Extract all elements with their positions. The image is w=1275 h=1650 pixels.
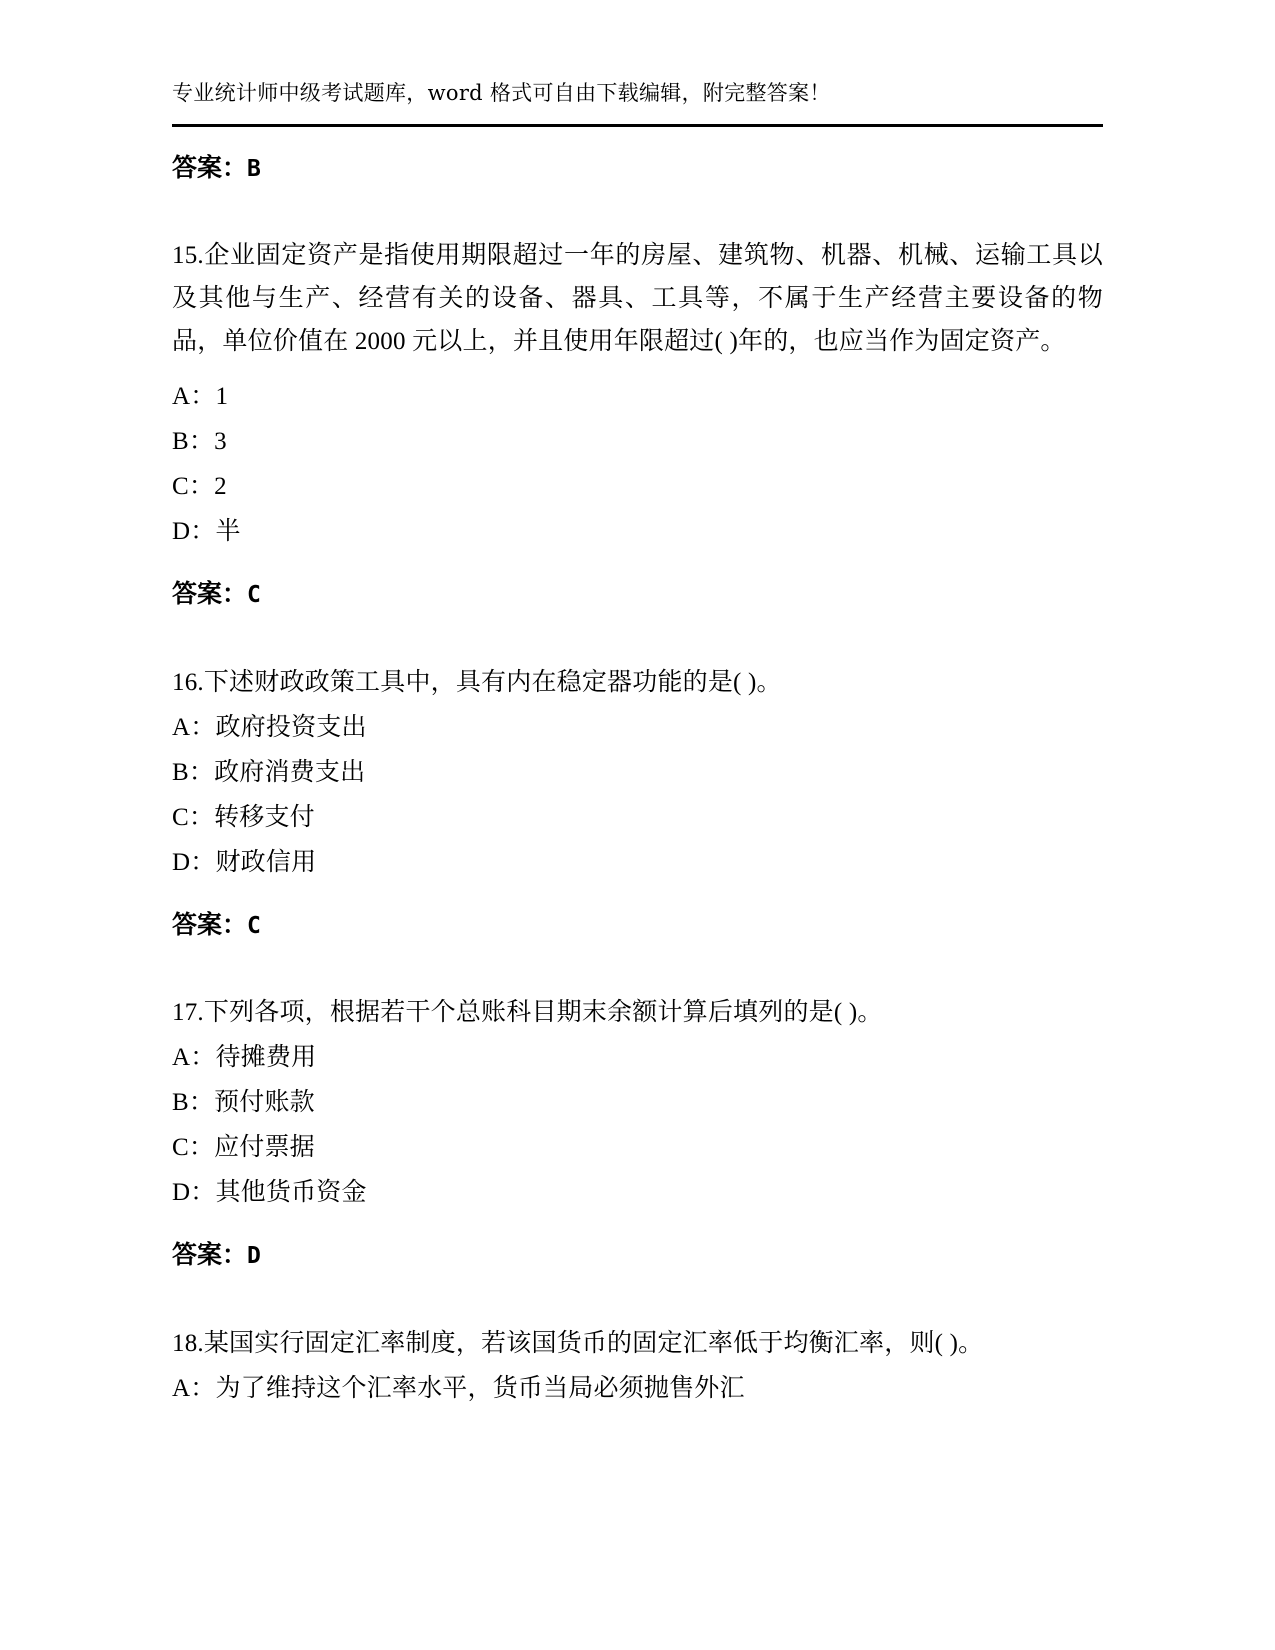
question-stem-text: 下述财政政策工具中，具有内在稳定器功能的是( )。: [203, 668, 782, 696]
question-stem-text: 企业固定资产是指使用期限超过一年的房屋、建筑物、机器、机械、运输工具以及其他与生产、经营有关的设备、器具、工具等，不属于生产经营主要设备的物品，单位价值在 2000 元以上，并且使用年限超过( )年的，也应当作为固定资产。: [172, 242, 1103, 355]
answer-value: C: [247, 912, 261, 939]
option-text: 为了维持这个汇率水平，货币当局必须抛售外汇: [215, 1374, 745, 1402]
question-stem: [172, 661, 1103, 704]
question-stem-text: 下列各项，根据若干个总账科目期末余额计算后填列的是( )。: [203, 999, 883, 1026]
option-item: [172, 420, 1103, 463]
option-text: 预付账款: [214, 1089, 315, 1116]
option-label: A：: [172, 713, 216, 741]
answer-line: [172, 1236, 1103, 1274]
question-block: [172, 991, 1103, 1274]
option-text: 1: [215, 383, 229, 410]
answer-line-top: [172, 149, 1103, 187]
question-stem: [172, 1322, 1103, 1365]
option-item: [172, 1171, 1103, 1214]
option-text: 其他货币资金: [215, 1179, 367, 1206]
question-stem: [172, 991, 1103, 1034]
option-label: C：: [172, 1134, 215, 1161]
option-label: A：: [172, 1044, 216, 1071]
option-item: [172, 1126, 1103, 1169]
option-item: [172, 1036, 1103, 1079]
option-text: 应付票据: [214, 1134, 315, 1161]
answer-label: 答案：: [172, 909, 248, 939]
question-stem-text: 某国实行固定汇率制度，若该国货币的固定汇率低于均衡汇率，则( )。: [203, 1329, 984, 1357]
question-number: 17.: [172, 999, 204, 1026]
option-item: [172, 706, 1103, 749]
answer-line: [172, 906, 1103, 944]
option-label: D：: [172, 848, 216, 876]
option-item: [172, 751, 1103, 794]
option-text: 转移支付: [214, 803, 315, 831]
question-stem: [172, 234, 1103, 363]
option-item: [172, 796, 1103, 839]
answer-line: [172, 575, 1103, 613]
option-item: [172, 510, 1103, 553]
header-divider: [172, 124, 1103, 127]
option-text: 政府投资支出: [215, 713, 367, 741]
answer-value: B: [247, 155, 261, 182]
question-number: 15.: [172, 242, 204, 269]
answer-value: D: [247, 1243, 261, 1269]
option-text: 财政信用: [215, 848, 317, 876]
page-header-banner: 专业统计师中级考试题库，word 格式可自由下载编辑，附完整答案！: [172, 81, 831, 105]
option-text: 半: [215, 518, 241, 545]
question-block: [172, 661, 1103, 944]
option-label: D：: [172, 518, 216, 545]
option-label: C：: [172, 803, 215, 831]
answer-label: 答案：: [172, 152, 248, 182]
option-label: B：: [172, 1089, 215, 1116]
question-number: 16.: [172, 668, 204, 696]
option-item: [172, 375, 1103, 418]
option-text: 3: [214, 428, 227, 455]
option-item: [172, 465, 1103, 508]
option-label: A：: [172, 1374, 216, 1402]
answer-value: C: [247, 582, 261, 608]
option-text: 待摊费用: [215, 1044, 317, 1071]
option-text: 政府消费支出: [214, 758, 366, 786]
option-item: [172, 841, 1103, 884]
question-block: [172, 234, 1103, 613]
option-label: C：: [172, 473, 215, 500]
option-label: B：: [172, 428, 215, 455]
answer-label: 答案：: [172, 1240, 248, 1269]
option-label: D：: [172, 1179, 216, 1206]
question-block: [172, 1322, 1103, 1410]
question-number: 18.: [172, 1329, 204, 1357]
option-label: B：: [172, 758, 215, 786]
option-text: 2: [214, 473, 227, 500]
option-item: [172, 1081, 1103, 1124]
option-label: A：: [172, 383, 216, 410]
option-item: [172, 1367, 1103, 1410]
answer-label: 答案：: [172, 579, 248, 608]
